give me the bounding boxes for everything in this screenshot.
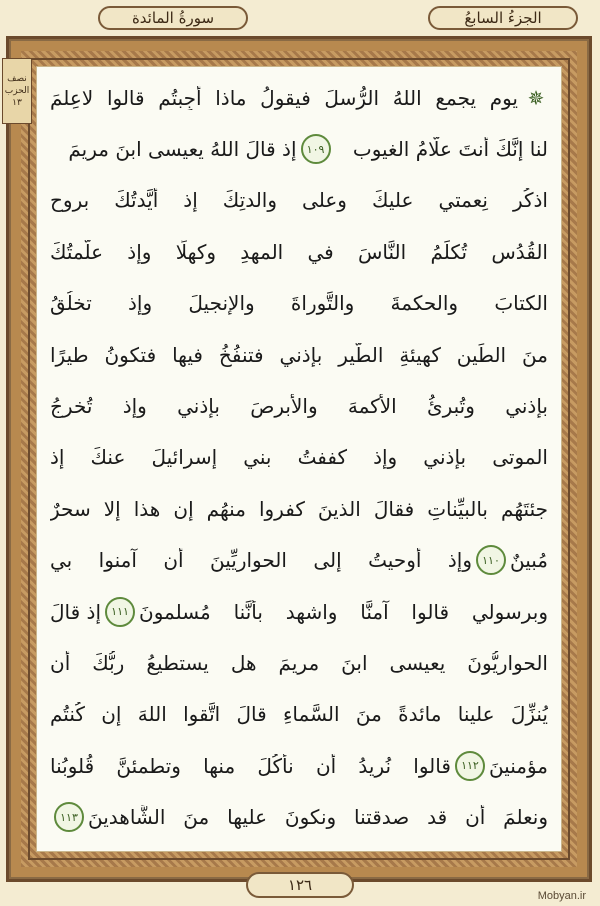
ayah-number-marker: ١١١ <box>105 597 135 627</box>
hizb-label: نصف <box>7 73 27 84</box>
verse-text: القُدُسِ تُكلِّمُ النَّاسَ في المهدِ وكهلًا وإذ علَّمتُكَ <box>50 239 548 264</box>
eight-point-star-icon: ✵ <box>527 85 545 110</box>
verse-line <box>50 637 548 688</box>
verse-line <box>50 535 548 586</box>
verse-line <box>50 380 548 431</box>
verse-text: إذ قالَ <box>50 599 102 624</box>
verse-line <box>50 72 548 123</box>
ayah-number-marker: ١١٣ <box>54 802 84 832</box>
hizb-number: ١٣ <box>12 97 22 108</box>
verse-line <box>50 432 548 483</box>
verse-text: الموتى بإذني وإذ كففتُ بني إسرائيلَ عنكَ إذ <box>50 445 548 470</box>
verse-text: إذ قالَ اللهُ يعيسى ابنَ مريمَ <box>68 137 297 162</box>
page-number: ١٢٦ <box>246 872 354 898</box>
verse-text: بإذني وتُبرئُ الأكمهَ والأبرصَ بإذني وإذ تُخرِجُ <box>50 394 548 419</box>
watermark: Mobyan.ir <box>537 890 586 902</box>
verse-text: قالوا نُريدُ أن نأكُلَ منها وتطمئنَّ قُلوبُنا <box>50 753 451 778</box>
verse-text: وبرسولي قالوا آمنَّا واشهد بأنَّنا مُسلمونَ <box>139 599 548 624</box>
verse-line <box>50 740 548 791</box>
hizb-marker <box>2 58 32 124</box>
verse-text: جئتَهُم بالبيِّناتِ فقالَ الذينَ كفروا منهُم إن هذا إلا سحرٌ <box>50 496 548 521</box>
verse-text: مؤمنينَ <box>488 753 548 778</box>
verse-text: اذكُر نِعمتي عليكَ وعلى والدتِكَ إذ أيَّدتُكَ بروحِ <box>50 188 548 213</box>
verse-text: مُبينٌ <box>509 548 548 573</box>
verse-line <box>50 226 548 277</box>
hizb-label: الحزب <box>4 85 30 96</box>
juz-name: الجزءُ السابعُ <box>428 6 578 30</box>
verse-line <box>50 689 548 740</box>
verse-text: منَ الطِّينِ كهيئةِ الطَّيرِ بإذني فتنفُخُ فيها فتكونُ طيرًا <box>50 342 548 367</box>
ayah-number-marker: ١٠٩ <box>301 134 331 164</box>
verse-text: يوم يجمع اللهُ الرُّسلَ فيقولُ ماذا أُجِبتُم قالوا لاعِلمَ <box>50 85 518 110</box>
verse-text: وإذ أوحيتُ إلى الحواريِّينَ أن آمنوا بي <box>50 548 472 573</box>
ayah-number-marker: ١١٢ <box>455 751 485 781</box>
page-header <box>6 2 592 34</box>
verse-text: لنا إنَّكَ أنتَ علَّامُ الغيوب <box>352 137 548 162</box>
verse-text: ونعلمَ أن قد صدقتنا ونكونَ عليها منَ الشَّاهدينَ <box>88 805 548 830</box>
ayah-number-marker: ١١٠ <box>476 545 506 575</box>
verse-text: الحواريُّونَ يعيسى ابنَ مريمَ هل يستطيعُ ربُّكَ أن <box>50 650 548 675</box>
verse-line <box>50 483 548 534</box>
verse-line <box>50 586 548 637</box>
verse-lines <box>50 72 548 843</box>
verse-line <box>50 123 548 174</box>
verse-text: يُنزِّلَ علينا مائدةً منَ السَّماءِ قالَ اتَّقوا اللهَ إن كُنتُم <box>50 702 548 727</box>
verse-text: الكتابَ والحكمةَ والتَّوراةَ والإنجيلَ وإذ تخلُقُ <box>50 291 548 316</box>
verse-line <box>50 791 548 842</box>
verse-line <box>50 278 548 329</box>
verse-line <box>50 175 548 226</box>
verse-line <box>50 329 548 380</box>
surah-name: سورةُ المائدة <box>98 6 248 30</box>
